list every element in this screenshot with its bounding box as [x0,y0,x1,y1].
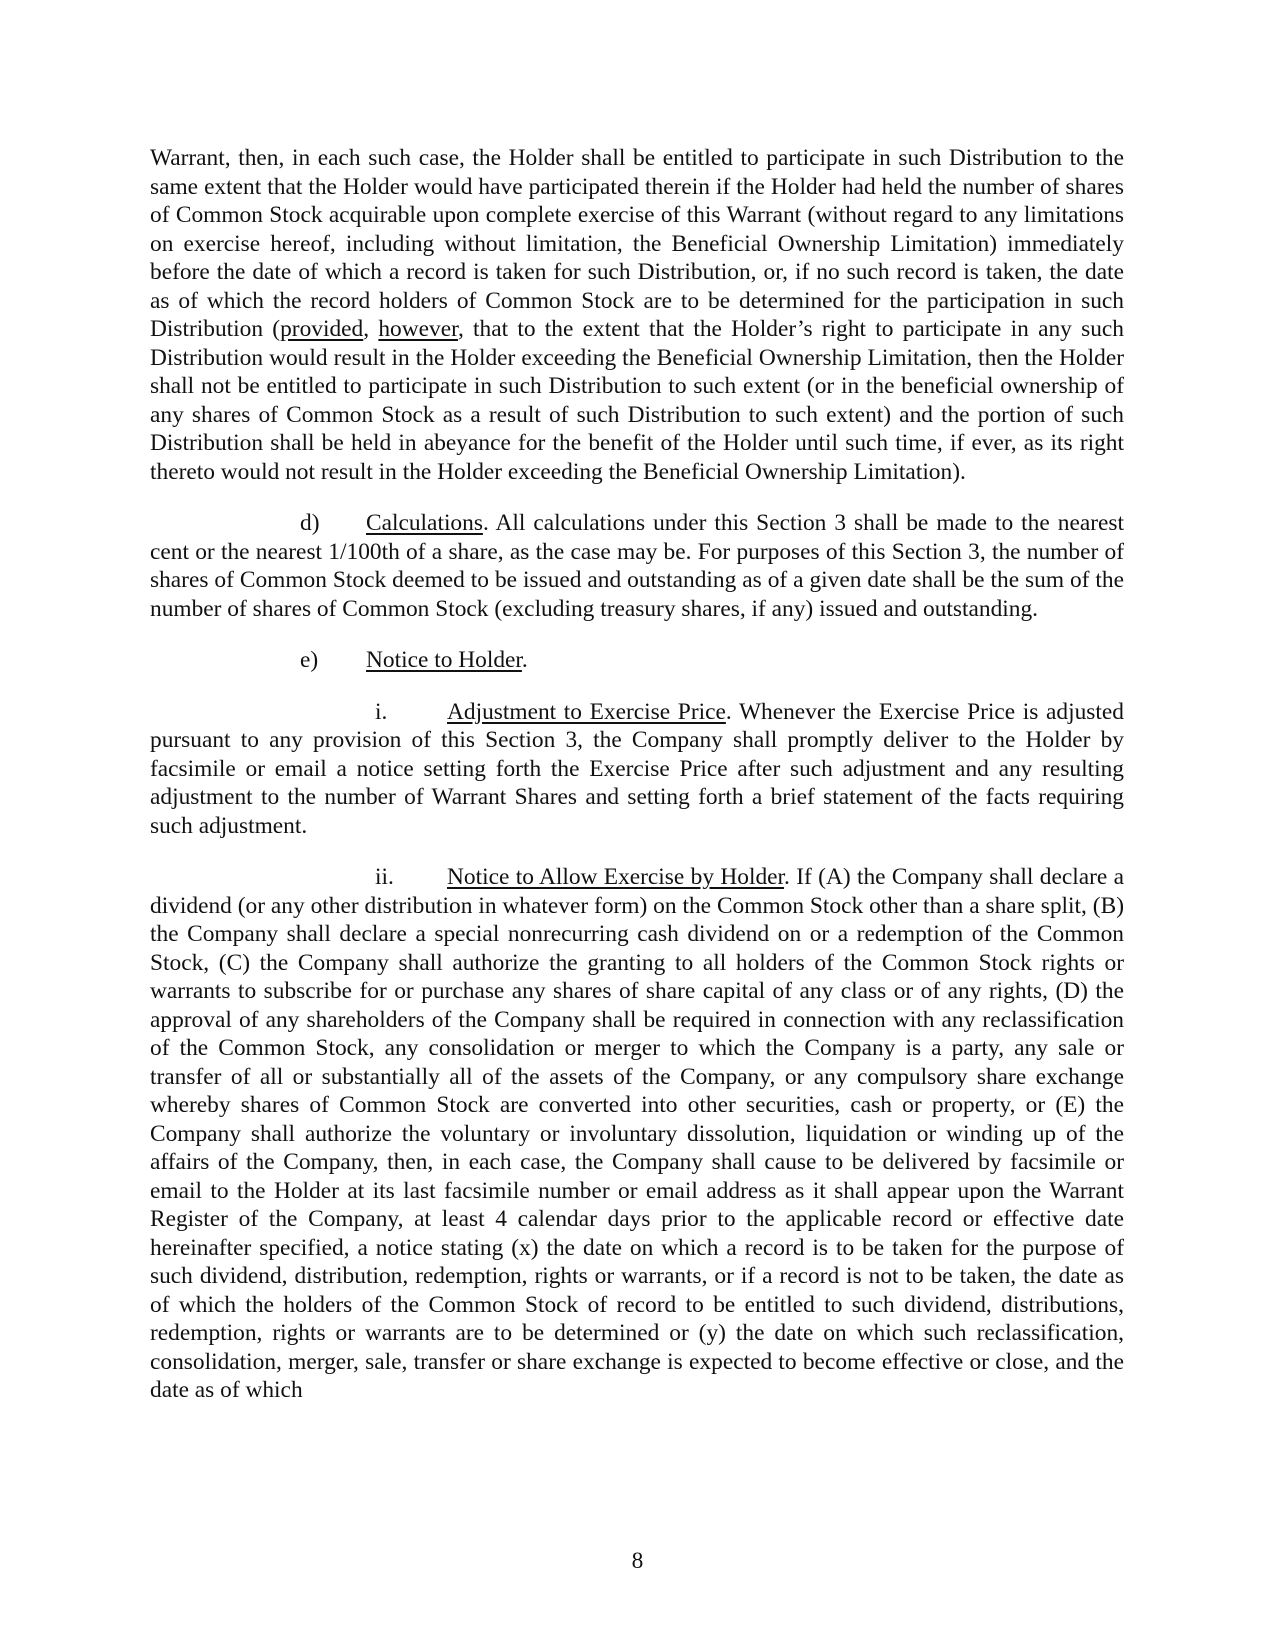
section-e-ii-marker: ii. [375,864,394,890]
paragraph-text: , that to the extent that the Holder’s right to participate in any such Distribution would result in the Holder exceeding the Beneficial Ownership Limitation, then the Holder shall not be entitled to participate in such Distribution to such extent (or in the beneficial ownership of any shares of Common Stock as a result of such Distribution to such extent) and the portion of such Distribution shall be held in abeyance for the benefit of the Holder until such time, if ever, as its right thereto would not result in the Holder exceeding the Beneficial Ownership Limitation). [150,316,1124,485]
section-e-i-text: . Whenever the Exercise Price is adjusted pursuant to any provision of this Section 3, the Company shall promptly deliver to the Holder by facsimile or email a notice setting forth the Exercise Price after such adjustment and any resulting adjustment to the number of Warrant Shares and setting forth a brief statement of the facts requiring such adjustment. [150,698,1124,839]
section-e-heading: Notice to Holder [366,647,522,673]
section-d-heading: Calculations [366,510,483,536]
section-e-ii-heading: Notice to Allow Exercise by Holder [447,864,785,890]
section-e-i-heading: Adjustment to Exercise Price [447,698,726,725]
underlined-term-however: however [378,316,458,342]
paragraph-text: Warrant, then, in each such case, the Holder shall be entitled to participate in such Distribution to the same extent that the Holder would have participated therein if the Holder had held the number of shares of Common Stock acquirable upon complete exercise of this Warrant (without regard to any limitations on exercise hereof, including without limitation, the Beneficial Ownership Limitation) immediately before the date of which a record is taken for such Distribution, or, if no such record is taken, the date as of which the record holders of Common Stock are to be determined for the participation in such Distribution ( [150,145,1124,342]
section-e-i-marker: i. [375,698,388,725]
section-e-period: . [521,647,528,673]
section-d-calculations [150,509,1124,623]
section-e-i-adjustment [150,698,1124,841]
section-e-marker: e) [300,647,319,673]
section-d-marker: d) [300,510,320,536]
section-e-ii-notice-to-allow-exercise [150,863,1124,1405]
section-d-text: . All calculations under this Section 3 shall be made to the nearest cent or the nearest 1/100th of a share, as the case may be. For purposes of this Section 3, the number of shares of Common Stock deemed to be issued and outstanding as of a given date shall be the sum of the number of shares of Common Stock (excluding treasury shares, if any) issued and outstanding. [150,510,1124,622]
paragraph-distribution-continuation [150,144,1124,486]
document-page [150,144,1124,1405]
section-e-ii-text: . If (A) the Company shall declare a dividend (or any other distribution in whatever form) on the Common Stock other than a share split, (B) the Company shall declare a special nonrecurring cash dividend on or a redemption of the Common Stock, (C) the Company shall authorize the granting to all holders of the Common Stock rights or warrants to subscribe for or purchase any shares of share capital of any class or of any rights, (D) the approval of any shareholders of the Company shall be required in connection with any reclassification of the Common Stock, any consolidation or merger to which the Company is a party, any sale or transfer of all or substantially all of the assets of the Company, or any compulsory share exchange whereby shares of Common Stock are converted into other securities, cash or property, or (E) the Company shall authorize the voluntary or involuntary dissolution, liquidation or winding up of the affairs of the Company, then, in each case, the Company shall cause to be delivered by facsimile or email to the Holder at its last facsimile number or email address as it shall appear upon the Warrant Register of the Company, at least 4 calendar days prior to the applicable record or effective date hereinafter specified, a notice stating (x) the date on which a record is to be taken for the purpose of such dividend, distribution, redemption, rights or warrants, or if a record is not to be taken, the date as of which the holders of the Common Stock of record to be entitled to such dividend, distributions, redemption, rights or warrants are to be determined or (y) the date on which such reclassification, consolidation, merger, sale, transfer or share exchange is expected to become effective or close, and the date as of which [150,864,1124,1403]
underlined-term-provided: provided [280,316,364,342]
paragraph-text: , [363,316,379,342]
page-number: 8 [631,1548,644,1574]
section-e-notice-to-holder [150,646,1124,675]
